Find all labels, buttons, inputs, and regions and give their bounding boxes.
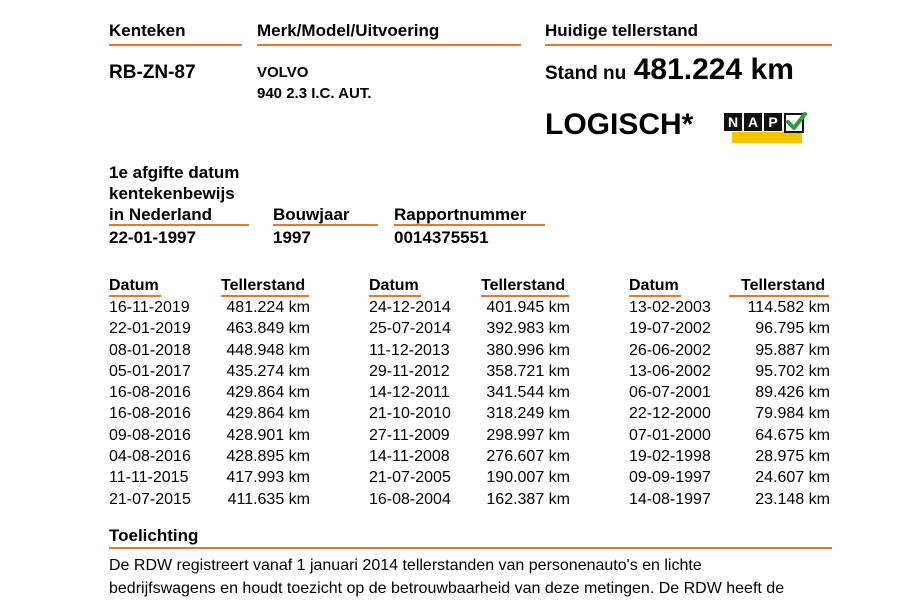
kenteken-label: Kenteken [109,21,186,40]
reading-km: 24.607 km [755,469,830,487]
afgifte-label [109,162,239,225]
afgifte-label-line3: in Nederland [109,205,212,224]
reading-row [369,340,570,361]
reading-date: 11-12-2013 [369,341,450,359]
reading-row [109,340,310,361]
reading-row [369,425,570,446]
reading-row [629,489,830,510]
toelichting-line-2: bedrijfswagens en houdt toezicht op de betrouwbaarheid van deze metingen. De RDW heeft de [109,580,785,597]
reading-km: 428.901 km [226,426,310,444]
reading-date: 14-08-1997 [629,490,711,508]
reading-date: 21-10-2010 [369,405,451,423]
col3-reading-header: Tellerstand [741,277,826,294]
reading-row [109,446,310,467]
logisch-verdict: LOGISCH* [545,108,694,141]
reading-date: 24-12-2014 [369,299,451,316]
reading-km: 380.996 km [486,341,570,359]
reading-km: 481.224 km [226,299,310,316]
reading-row [109,361,310,382]
reading-km: 79.984 km [755,405,830,423]
reading-row [369,489,570,510]
reading-km: 429.864 km [226,405,310,423]
merk-line1: VOLVO [257,64,309,81]
reading-date: 22-12-2000 [629,405,711,423]
reading-date: 09-08-2016 [109,426,191,444]
reading-km: 429.864 km [226,384,310,402]
col1-reading-header: Tellerstand [221,277,306,294]
reading-row [629,446,830,467]
reading-date: 19-02-1998 [629,448,711,466]
reading-row [109,318,310,339]
reading-km: 114.582 km [747,299,830,316]
reading-km: 190.007 km [486,469,570,487]
merk-label: Merk/Model/Uitvoering [257,21,440,40]
kenteken-rule [109,44,242,46]
reading-row [629,425,830,446]
reading-date: 16-11-2019 [109,299,190,316]
reading-row [369,446,570,467]
reading-date: 16-08-2016 [109,384,191,402]
reading-date: 21-07-2015 [109,490,191,508]
reading-km: 411.635 km [227,490,310,508]
bouwjaar-value: 1997 [273,228,311,247]
reading-km: 95.702 km [755,362,830,380]
nap-check-box [784,113,804,133]
col2-reading-header: Tellerstand [481,277,566,294]
reading-km: 401.945 km [486,299,570,316]
reading-km: 89.426 km [755,384,830,402]
reading-km: 64.675 km [755,426,830,444]
reading-km: 95.887 km [755,341,830,359]
afgifte-value: 22-01-1997 [109,228,196,247]
col1-date-header: Datum [109,277,159,294]
reading-km: 276.607 km [486,448,570,466]
current-reading-value: 481.224 km [633,53,794,86]
reading-km: 428.895 km [226,448,310,466]
reading-row [629,382,830,403]
nap-letter-p: P [764,113,782,131]
reading-row [629,297,830,318]
reading-km: 341.544 km [486,384,570,402]
bouwjaar-label: Bouwjaar [273,205,350,224]
reading-row [629,340,830,361]
reading-date: 26-06-2002 [629,341,711,359]
reading-date: 09-09-1997 [629,469,711,487]
reading-row [109,297,310,318]
toelichting-label: Toelichting [109,526,199,545]
stand-nu-prefix: Stand nu [545,63,627,84]
reading-km: 448.948 km [226,341,310,359]
readings-column-3 [629,297,830,510]
reading-km: 358.721 km [486,362,570,380]
afgifte-label-line2: kentekenbewijs [109,184,235,203]
nap-letter-n: N [724,113,742,131]
reading-km: 96.795 km [755,320,830,338]
reading-row [109,489,310,510]
toelichting-line-1: De RDW registreert vanaf 1 januari 2014 tellerstanden van personenauto's en lichte [109,557,702,574]
reading-row [629,467,830,488]
reading-date: 14-11-2008 [369,448,450,466]
reading-km: 435.274 km [226,362,310,380]
reading-row [629,403,830,424]
rapport-label: Rapportnummer [394,205,527,224]
reading-row [109,425,310,446]
checkmark-icon [785,111,807,133]
reading-km: 298.997 km [486,426,570,444]
reading-date: 07-01-2000 [629,426,711,444]
reading-row [369,467,570,488]
reading-km: 392.983 km [486,320,570,338]
reading-date: 25-07-2014 [369,320,451,338]
reading-date: 13-06-2002 [629,362,711,380]
merk-rule [257,44,521,46]
reading-date: 08-01-2018 [109,341,191,359]
reading-date: 19-07-2002 [629,320,711,338]
nap-letter-a: A [744,113,762,131]
merk-line2: 940 2.3 I.C. AUT. [257,85,372,102]
reading-row [369,361,570,382]
reading-date: 22-01-2019 [109,320,191,338]
reading-date: 16-08-2004 [369,490,451,508]
reading-km: 318.249 km [486,405,570,423]
readings-column-2 [369,297,570,510]
reading-row [369,318,570,339]
reading-row [109,382,310,403]
rapport-value: 0014375551 [394,228,489,247]
kenteken-value: RB-ZN-87 [109,62,196,83]
afgifte-label-line1: 1e afgifte datum [109,163,240,182]
reading-row [369,403,570,424]
current-reading [545,53,794,87]
col3-date-header: Datum [629,277,679,294]
reading-km: 463.849 km [226,320,310,338]
reading-km: 417.993 km [226,469,310,487]
reading-row [109,467,310,488]
reading-km: 23.148 km [755,490,830,508]
nap-logo [724,113,804,145]
reading-km: 162.387 km [486,490,570,508]
bouwjaar-rule [273,224,378,226]
reading-date: 13-02-2003 [629,299,711,316]
reading-km: 28.975 km [755,448,830,466]
toelichting-text [109,554,784,600]
reading-row [369,382,570,403]
teller-rule [545,44,832,46]
reading-date: 06-07-2001 [629,384,711,402]
nap-letters [724,113,804,133]
reading-row [109,403,310,424]
reading-date: 29-11-2012 [369,362,450,380]
reading-date: 05-01-2017 [109,362,191,380]
reading-date: 27-11-2009 [369,426,450,444]
afgifte-rule [109,224,249,226]
reading-row [629,318,830,339]
reading-row [629,361,830,382]
reading-date: 21-07-2005 [369,469,451,487]
reading-date: 14-12-2011 [369,384,450,402]
reading-date: 11-11-2015 [109,469,189,487]
reading-date: 04-08-2016 [109,448,191,466]
rapport-rule [394,224,545,226]
reading-date: 16-08-2016 [109,405,191,423]
reading-row [369,297,570,318]
readings-column-1 [109,297,310,510]
teller-label: Huidige tellerstand [545,21,699,40]
col2-date-header: Datum [369,277,419,294]
toelichting-rule [109,547,832,549]
